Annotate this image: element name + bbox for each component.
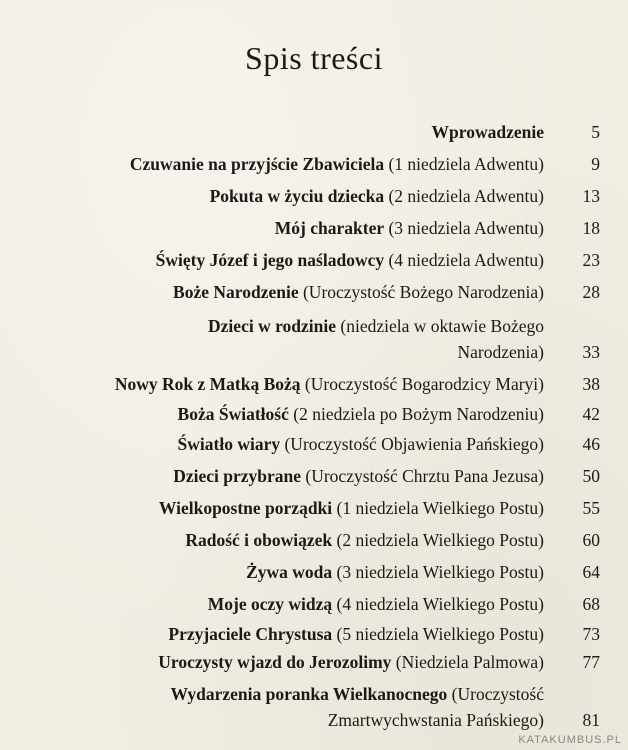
entry-subtitle: Narodzenia): [457, 342, 544, 362]
entry-subtitle: (Niedziela Palmowa): [391, 652, 544, 672]
entry-title: Dzieci przybrane: [173, 466, 302, 486]
entry-title: Boże Narodzenie: [173, 282, 299, 302]
entry-page-number: 55: [582, 498, 600, 518]
entry-page-number: 38: [582, 374, 600, 394]
entry-title: Mój charakter: [274, 218, 385, 238]
entry-subtitle: Zmartwychwstania Pańskiego): [327, 710, 544, 730]
entry-subtitle: (2 niedziela Adwentu): [384, 186, 544, 206]
entry-page-number: 13: [582, 186, 600, 206]
entry-subtitle: (Uroczystość Bogarodzicy Maryi): [300, 374, 544, 394]
entry-page-number: 9: [591, 154, 600, 174]
entry-page-number: 42: [582, 404, 600, 424]
entry-title: Radość i obowiązek: [185, 530, 333, 550]
entry-title: Przyjaciele Chrystusa: [168, 624, 333, 644]
entry-subtitle: (4 niedziela Adwentu): [384, 250, 544, 270]
entry-title: Dzieci w rodzinie: [208, 316, 337, 336]
entry-page-number: 23: [582, 250, 600, 270]
entry-subtitle: (4 niedziela Wielkiego Postu): [332, 594, 544, 614]
entry-subtitle: (Uroczystość Bożego Narodzenia): [298, 282, 544, 302]
entry-title: Wydarzenia poranka Wielkanocnego: [170, 684, 448, 704]
entry-title: Wprowadzenie: [431, 122, 544, 142]
entry-title: Święty Józef i jego naśladowcy: [155, 250, 385, 270]
entry-page-number: 5: [591, 122, 600, 142]
entry-title: Nowy Rok z Matką Bożą: [114, 374, 301, 394]
entry-title: Moje oczy widzą: [207, 594, 333, 614]
entry-page-number: 18: [582, 218, 600, 238]
entry-subtitle: (niedziela w oktawie Bożego: [336, 316, 544, 336]
entry-title: Żywa woda: [246, 562, 333, 582]
entry-subtitle: (1 niedziela Wielkiego Postu): [332, 498, 544, 518]
entry-title: Uroczysty wjazd do Jerozolimy: [158, 652, 392, 672]
entry-subtitle: (2 niedziela Wielkiego Postu): [332, 530, 544, 550]
entry-title: Czuwanie na przyjście Zbawiciela: [129, 154, 385, 174]
entry-page-number: 50: [582, 466, 600, 486]
entry-subtitle: (3 niedziela Wielkiego Postu): [332, 562, 544, 582]
page-title: Spis treści: [245, 40, 383, 76]
entry-page-number: 46: [582, 434, 600, 454]
entry-title: Pokuta w życiu dziecka: [209, 186, 385, 206]
entry-subtitle: (3 niedziela Adwentu): [384, 218, 544, 238]
site-watermark: KATAKUMBUS.PL: [518, 734, 622, 746]
entry-subtitle: (5 niedziela Wielkiego Postu): [332, 624, 544, 644]
entry-page-number: 64: [582, 562, 600, 582]
entry-subtitle: (Uroczystość Objawienia Pańskiego): [280, 434, 544, 454]
entry-subtitle: (1 niedziela Adwentu): [384, 154, 544, 174]
entry-page-number: 77: [582, 652, 600, 672]
entry-title: Wielkopostne porządki: [158, 498, 333, 518]
entry-title: Boża Światłość: [177, 404, 289, 424]
entry-page-number: 33: [582, 342, 600, 362]
entry-title: Światło wiary: [177, 434, 281, 454]
entry-page-number: 68: [582, 594, 600, 614]
entry-page-number: 60: [582, 530, 600, 550]
entry-page-number: 81: [582, 710, 600, 730]
entry-page-number: 73: [582, 624, 600, 644]
entry-subtitle: (Uroczystość Chrztu Pana Jezusa): [301, 466, 544, 486]
entry-subtitle: (2 niedziela po Bożym Narodzeniu): [288, 404, 544, 424]
entry-subtitle: (Uroczystość: [447, 684, 544, 704]
entry-page-number: 28: [582, 282, 600, 302]
